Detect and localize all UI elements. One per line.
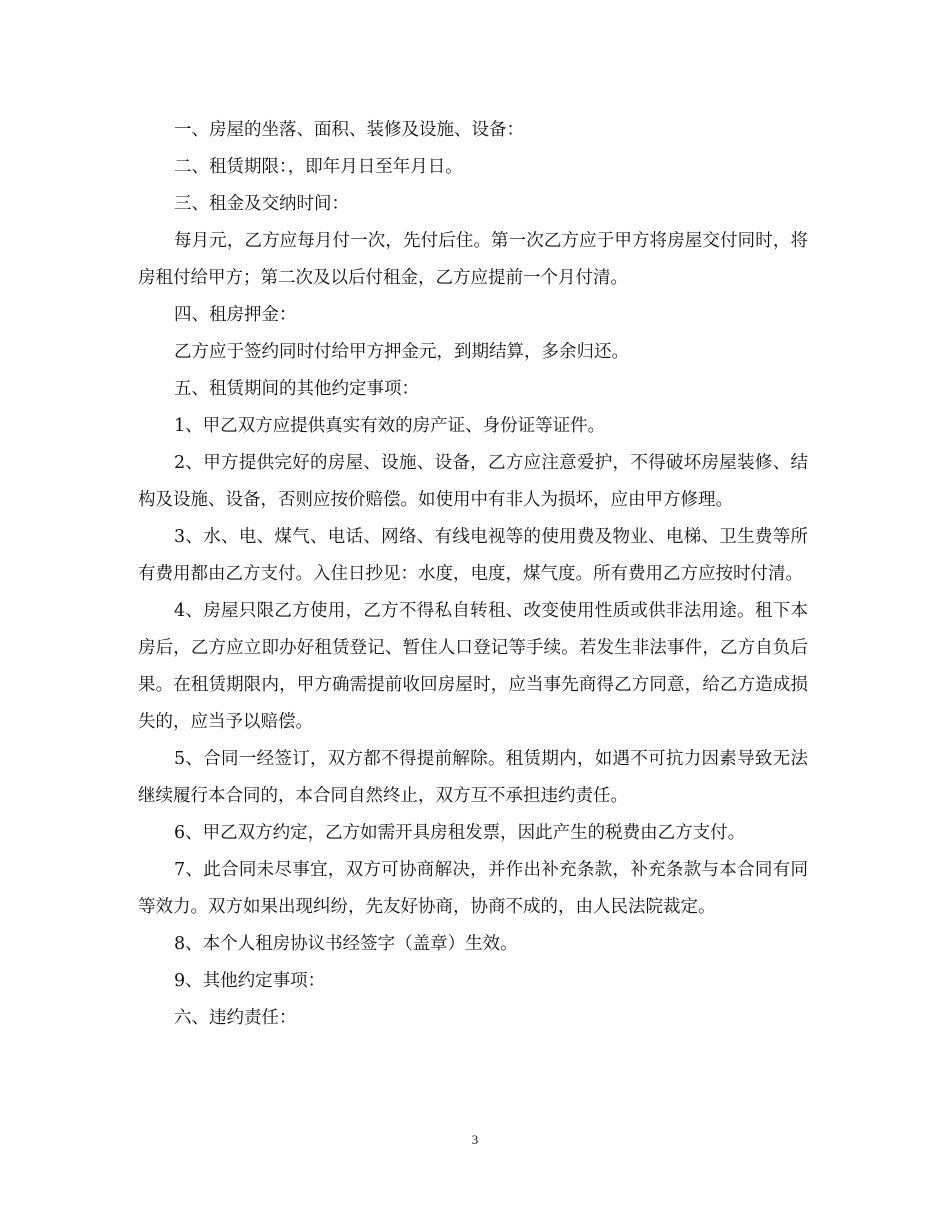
rent-payment-paragraph: 每月元，乙方应每月付一次，先付后住。第一次乙方应于甲方将房屋交付同时，将房租付给甲方；第二次及以后付租金，乙方应提前一个月付清。 bbox=[138, 231, 808, 288]
clause-1: 1、甲乙双方应提供真实有效的房产证、身份证等证件。 bbox=[174, 416, 606, 436]
section-liability-heading: 六、违约责任： bbox=[174, 1008, 297, 1028]
page-number: 3 bbox=[471, 1132, 479, 1147]
clause-5: 5、合同一经签订，双方都不得提前解除。租赁期内，如遇不可抗力因素导致无法继续履行本合同的，本合同自然终止，双方互不承担违约责任。 bbox=[138, 749, 808, 806]
section-term-heading: 二、租赁期限：，即年月日至年月日。 bbox=[174, 157, 463, 177]
clause-9: 9、其他约定事项： bbox=[174, 971, 326, 991]
clause-6: 6、甲乙双方约定，乙方如需开具房租发票，因此产生的税费由乙方支付。 bbox=[174, 823, 746, 843]
clause-8: 8、本个人租房协议书经签字（盖章）生效。 bbox=[174, 934, 518, 954]
section-deposit-heading: 四、租房押金： bbox=[174, 305, 297, 325]
clause-3: 3、水、电、煤气、电话、网络、有线电视等的使用费及物业、电梯、卫生费等所有费用都由乙方支付。入住日抄见：水度，电度，煤气度。所有费用乙方应按时付清。 bbox=[138, 527, 808, 584]
section-other-terms-heading: 五、租赁期间的其他约定事项： bbox=[174, 379, 419, 399]
clause-7: 7、此合同未尽事宜，双方可协商解决，并作出补充条款，补充条款与本合同有同等效力。双方如果出现纠纷，先友好协商，协商不成的，由人民法院裁定。 bbox=[138, 860, 808, 917]
section-location-heading: 一、房屋的坐落、面积、装修及设施、设备： bbox=[174, 120, 524, 140]
clause-4: 4、房屋只限乙方使用，乙方不得私自转租、改变使用性质或供非法用途。租下本房后，乙方应立即办好租赁登记、暂住人口登记等手续。若发生非法事件，乙方自负后果。在租赁期限内，甲方确需提前收回房屋时，应当事先商得乙方同意，给乙方造成损失的，应当予以赔偿。 bbox=[138, 601, 808, 732]
section-rent-heading: 三、租金及交纳时间： bbox=[174, 194, 349, 214]
deposit-paragraph: 乙方应于签约同时付给甲方押金元，到期结算，多余归还。 bbox=[174, 342, 629, 362]
clause-2: 2、甲方提供完好的房屋、设施、设备，乙方应注意爱护，不得破坏房屋装修、结构及设施、设备，否则应按价赔偿。如使用中有非人为损坏，应由甲方修理。 bbox=[138, 453, 808, 510]
document-body bbox=[138, 112, 808, 1037]
